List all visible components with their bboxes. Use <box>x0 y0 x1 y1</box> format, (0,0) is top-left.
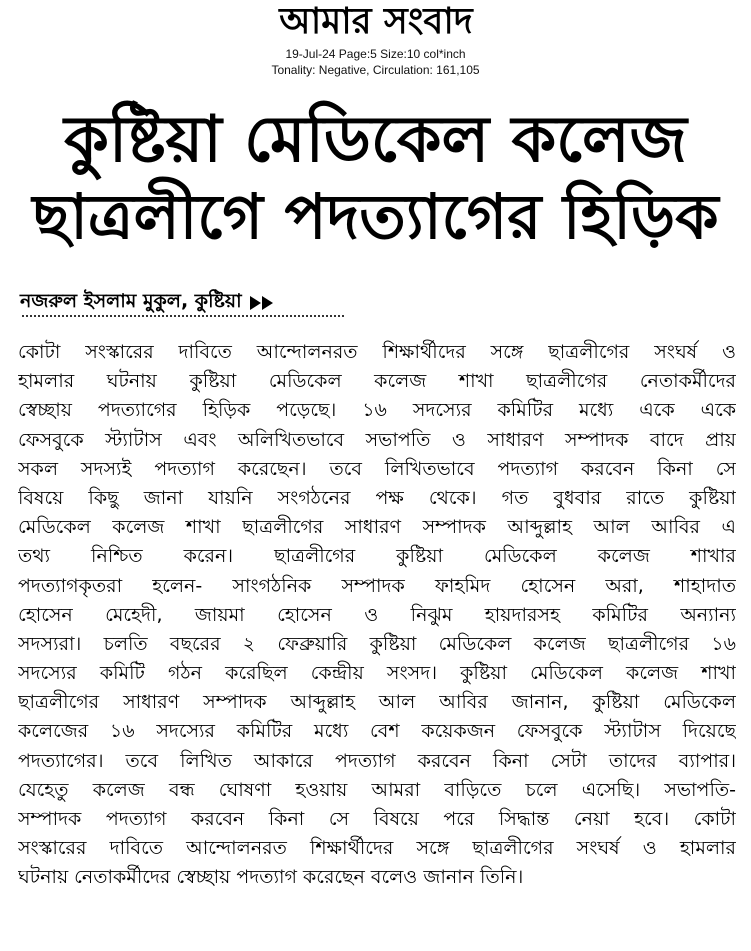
article-body-line: হোসেন মেহেদী, জায়মা হোসেন ও নিঝুম হায়দারসহ কমিটির অন্যান্য <box>18 603 736 626</box>
article-body-line: সদস্যরা। চলতি বছরের ২ ফেব্রুয়ারি কুষ্টিয়া মেডিকেল কলেজ ছাত্রলীগের ১৬ <box>18 632 736 655</box>
headline-line-1: কুষ্টিয়া মেডিকেল কলেজ <box>64 103 687 177</box>
article-body-line: স্বেচ্ছায় পদত্যাগের হিড়িক পড়েছে। ১৬ সদস্যের কমিটির মধ্যে একে একে <box>18 399 736 422</box>
newspaper-logo <box>240 2 512 42</box>
article-body-line: বিষয়ে কিছু জানা যায়নি সংগঠনের পক্ষ থেকে। গত বুধবার রাতে কুষ্টিয়া <box>18 486 736 509</box>
article-body-line: ঘটনায় নেতাকর্মীদের স্বেচ্ছায় পদত্যাগ করেছেন বলেও জানান তিনি। <box>18 866 524 889</box>
clipping-meta-tonality-circulation: Tonality: Negative, Circulation: 161,105 <box>271 63 480 77</box>
article-body-line: ফেসবুকে স্ট্যাটাস এবং অলিখিতভাবে সভাপতি ও সাধারণ সম্পাদক বাদে প্রায় <box>18 428 736 451</box>
article-body-line: পদত্যাগকৃতরা হলেন- সাংগঠনিক সম্পাদক ফাহমিদ হোসেন অরা, শাহাদাত <box>18 574 736 597</box>
byline-divider <box>22 315 344 317</box>
article-body-line: সম্পাদক পদত্যাগ করবেন কিনা সে বিষয়ে পরে সিদ্ধান্ত নেয়া হবে। কোটা <box>18 808 736 830</box>
headline-line-2: ছাত্রলীগে পদত্যাগের হিড়িক <box>32 180 719 253</box>
logo-text: আমার সংবাদ <box>279 1 473 42</box>
article-body-line: ছাত্রলীগের সাধারণ সম্পাদক আব্দুল্লাহ আল আবির জানান, কুষ্টিয়া মেডিকেল <box>18 691 736 714</box>
article-body-line: যেহেতু কলেজ বন্ধ ঘোষণা হওয়ায় আমরা বাড়িতে চলে এসেছি। সভাপতি- <box>18 778 736 801</box>
article-body-line: সদস্যের কমিটি গঠন করেছিল কেন্দ্রীয় সংসদ। কুষ্টিয়া মেডিকেল কলেজ শাখা <box>18 662 736 685</box>
article-body-line: হামলার ঘটনায় কুষ্টিয়া মেডিকেল কলেজ শাখা ছাত্রলীগের নেতাকর্মীদের <box>18 370 736 393</box>
article-body-line: কলেজের ১৬ সদস্যের কমিটির মধ্যে বেশ কয়েকজন ফেসবুকে স্ট্যাটাস দিয়েছে <box>18 720 736 743</box>
article-body-line: সংস্কারের দাবিতে আন্দোলনরত শিক্ষার্থীদের সঙ্গে ছাত্রলীগের সংঘর্ষ ও হামলার <box>18 837 736 860</box>
article-body-line: সকল সদস্যই পদত্যাগ করেছেন। তবে লিখিতভাবে পদত্যাগ করবেন কিনা সে <box>18 457 736 480</box>
article-body-line: তথ্য নিশ্চিত করেন। ছাত্রলীগের কুষ্টিয়া মেডিকেল কলেজ শাখার <box>18 545 736 568</box>
article-body <box>18 338 736 893</box>
article-body-line: কোটা সংস্কারের দাবিতে আন্দোলনরত শিক্ষার্থীদের সঙ্গে ছাত্রলীগের সংঘর্ষ ও <box>18 341 736 363</box>
article-body-line: পদত্যাগের। তবে লিখিত আকারে পদত্যাগ করবেন কিনা সেটা তাদের ব্যাপার। <box>18 749 736 772</box>
article-body-line: মেডিকেল কলেজ শাখা ছাত্রলীগের সাধারণ সম্পাদক আব্দুল্লাহ আল আবির এ <box>18 516 736 539</box>
clipping-meta-date-page-size: 19-Jul-24 Page:5 Size:10 col*inch <box>285 47 466 61</box>
byline-text: নজরুল ইসলাম মুকুল, কুষ্টিয়া <box>20 290 242 312</box>
double-arrow-icon <box>250 296 273 310</box>
